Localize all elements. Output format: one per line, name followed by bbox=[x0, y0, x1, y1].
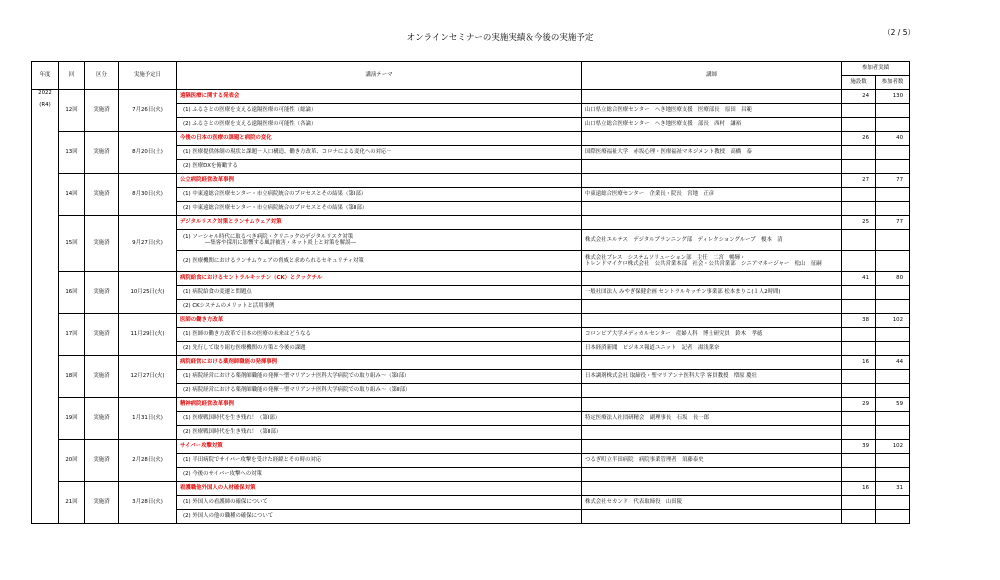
speaker-text: 山口県立総合医療センター へき地医療支援 医療部長 原田 昌範 bbox=[585, 107, 752, 114]
table-row bbox=[32, 132, 910, 146]
speaker bbox=[582, 104, 842, 118]
speaker bbox=[582, 412, 842, 426]
table-row bbox=[32, 216, 910, 230]
session-main-theme: 病院経営における薬剤師職能の発揮事例 bbox=[177, 356, 582, 370]
speaker bbox=[582, 251, 842, 272]
sub-theme-text: (1) 医療戦国時代を生き残れ！（第Ⅰ部） bbox=[183, 415, 281, 422]
speaker-text: つるぎ町立半田病院 病院事業管理者 須藤泰史 bbox=[585, 457, 704, 464]
speaker-cell bbox=[582, 356, 842, 370]
sub-theme bbox=[177, 342, 582, 356]
speaker-text: 一般社団法人 みやぎ保健企画 セントラルキッチン事業部 松本まりこ(１人2時間) bbox=[585, 289, 781, 296]
year-cell bbox=[32, 90, 59, 524]
table-row bbox=[32, 314, 910, 328]
session-date: 10月25日(火) bbox=[119, 272, 177, 314]
sub-theme bbox=[177, 202, 582, 216]
sub-theme bbox=[177, 251, 582, 272]
speaker-text: 特定医療法人社団研精会 副理事長 石坂 長一郎 bbox=[585, 415, 709, 422]
header-participants: 参加者数 bbox=[876, 76, 910, 90]
participants-count-empty bbox=[876, 328, 910, 342]
speaker bbox=[582, 370, 842, 384]
table-body bbox=[32, 90, 910, 524]
facilities-count-empty bbox=[842, 118, 876, 132]
sub-theme-text: (2) 外国人の他の職種の確保について bbox=[183, 513, 274, 520]
sub-theme bbox=[177, 412, 582, 426]
facilities-count-empty bbox=[842, 160, 876, 174]
sub-theme-text: (1) 病院経営における薬剤師職能の発揮～聖マリアンナ医科大学病院での取り組み～（第Ⅰ部） bbox=[183, 373, 410, 380]
session-status: 実施済 bbox=[85, 356, 119, 398]
facilities-count-empty bbox=[842, 104, 876, 118]
speaker bbox=[582, 118, 842, 132]
seminar-table bbox=[31, 61, 910, 524]
participants-count-empty bbox=[876, 202, 910, 216]
session-number: 15回 bbox=[59, 216, 85, 272]
table-row bbox=[32, 482, 910, 496]
header-num: 回 bbox=[59, 62, 85, 90]
sub-theme bbox=[177, 118, 582, 132]
participants-count: 80 bbox=[876, 272, 910, 286]
sub-theme-text: (2) 医療DXを俯瞰する bbox=[183, 163, 238, 170]
session-number: 17回 bbox=[59, 314, 85, 356]
speaker-cell bbox=[582, 482, 842, 496]
speaker bbox=[582, 328, 842, 342]
sub-theme bbox=[177, 496, 582, 510]
speaker bbox=[582, 468, 842, 482]
sub-theme bbox=[177, 286, 582, 300]
sub-theme-text: (2) CKシステムのメリットと活用事例 bbox=[183, 303, 275, 310]
sub-theme bbox=[177, 370, 582, 384]
participants-count-empty bbox=[876, 251, 910, 272]
session-number: 14回 bbox=[59, 174, 85, 216]
facilities-count-empty bbox=[842, 468, 876, 482]
table-row bbox=[32, 90, 910, 104]
participants-count-empty bbox=[876, 300, 910, 314]
facilities-count-empty bbox=[842, 300, 876, 314]
sub-theme-text: ―集客や採用に影響する風評被害・ネット炎上と対策を解説― bbox=[205, 240, 356, 246]
participants-count: 44 bbox=[876, 356, 910, 370]
facilities-count: 25 bbox=[842, 216, 876, 230]
participants-count-empty bbox=[876, 230, 910, 251]
speaker-text: 株式会社ブレス システムソリューション部 主任 二宮 暢輝・ bbox=[585, 254, 746, 261]
session-date: 1月31日(火) bbox=[119, 398, 177, 440]
participants-count: 77 bbox=[876, 216, 910, 230]
facilities-count: 27 bbox=[842, 174, 876, 188]
speaker bbox=[582, 342, 842, 356]
header-year: 年度 bbox=[32, 62, 59, 90]
facilities-count-empty bbox=[842, 412, 876, 426]
session-date: 7月26日(火) bbox=[119, 90, 177, 132]
speaker bbox=[582, 146, 842, 160]
session-number: 19回 bbox=[59, 398, 85, 440]
session-main-theme: サイバー攻撃対策 bbox=[177, 440, 582, 454]
participants-count-empty bbox=[876, 286, 910, 300]
header-theme: 講演テーマ bbox=[177, 62, 582, 90]
facilities-count: 26 bbox=[842, 132, 876, 146]
sub-theme-text: (2) 中東遠総合医療センター・市立病院統合のプロセスとその結果（第Ⅱ部） bbox=[183, 205, 368, 212]
speaker bbox=[582, 188, 842, 202]
page-indicator: （2 / 5） bbox=[883, 28, 915, 37]
facilities-count-empty bbox=[842, 202, 876, 216]
session-status: 実施済 bbox=[85, 272, 119, 314]
facilities-count-empty bbox=[842, 426, 876, 440]
sub-theme-text: (1) 半田病院でサイバー攻撃を受けた経緯とその時の対応 bbox=[183, 457, 322, 464]
facilities-count: 16 bbox=[842, 482, 876, 496]
sub-theme bbox=[177, 160, 582, 174]
sub-theme-text: (1) ソーシャル時代に取るべき病院・クリニックのデジタルリスク対策 bbox=[183, 233, 354, 240]
session-main-theme: 病院給食におけるセントラルキッチン（CK）とクックチル bbox=[177, 272, 582, 286]
sub-theme-text: (2) 先行して取り組む医療機関の方策と今後の課題 bbox=[183, 345, 306, 352]
speaker bbox=[582, 454, 842, 468]
facilities-count: 16 bbox=[842, 356, 876, 370]
speaker-cell bbox=[582, 440, 842, 454]
speaker bbox=[582, 496, 842, 510]
session-number: 12回 bbox=[59, 90, 85, 132]
speaker bbox=[582, 202, 842, 216]
facilities-count-empty bbox=[842, 384, 876, 398]
page-title: オンラインセミナーの実施実績＆今後の実施予定 bbox=[406, 33, 594, 43]
session-number: 18回 bbox=[59, 356, 85, 398]
participants-count-empty bbox=[876, 342, 910, 356]
sub-theme bbox=[177, 328, 582, 342]
header-speaker: 講師 bbox=[582, 62, 842, 90]
participants-count: 31 bbox=[876, 482, 910, 496]
participants-count: 130 bbox=[876, 90, 910, 104]
session-status: 実施済 bbox=[85, 314, 119, 356]
participants-count-empty bbox=[876, 146, 910, 160]
session-status: 実施済 bbox=[85, 216, 119, 272]
sub-theme-text: (2) 病院経営における薬剤師職能の発揮～聖マリアンナ医科大学病院での取り組み～（第Ⅱ部） bbox=[183, 387, 411, 394]
participants-count-empty bbox=[876, 188, 910, 202]
session-date: 8月30日(火) bbox=[119, 174, 177, 216]
participants-count-empty bbox=[876, 468, 910, 482]
speaker bbox=[582, 510, 842, 524]
speaker-text: 中東遠総合医療センター 企業長・院長 宮地 正彦 bbox=[585, 191, 715, 198]
sub-theme-text: (2) ふるさとの医療を支える遠隔医療の可能性（各論） bbox=[183, 121, 317, 128]
speaker-text: 株式会社セカンド 代表取締役 山田陵 bbox=[585, 499, 683, 506]
speaker bbox=[582, 384, 842, 398]
header-date: 実施予定日 bbox=[119, 62, 177, 90]
sub-theme-text: (2) 医療機関におけるランサムウェアの脅威と求められるセキュリティ対策 bbox=[183, 257, 364, 264]
speaker-cell bbox=[582, 272, 842, 286]
participants-count-empty bbox=[876, 426, 910, 440]
table-row bbox=[32, 272, 910, 286]
participants-count: 77 bbox=[876, 174, 910, 188]
participants-count-empty bbox=[876, 370, 910, 384]
participants-count: 40 bbox=[876, 132, 910, 146]
session-number: 16回 bbox=[59, 272, 85, 314]
table-row bbox=[32, 398, 910, 412]
speaker-text: コロンビア大学メディカルセンター 産婦人科 博士研究員 鈴木 孝徳 bbox=[585, 331, 763, 338]
speaker-cell bbox=[582, 216, 842, 230]
header-facilities: 施設数 bbox=[842, 76, 876, 90]
sub-theme-text: (1) 医師の働き方改革で日本の医療の未来はどうなる bbox=[183, 331, 311, 338]
speaker-text: 国際医療福祉大学 赤坂心理・医療福祉マネジメント教授 高橋 泰 bbox=[585, 149, 752, 156]
session-main-theme: 医師の働き方改革 bbox=[177, 314, 582, 328]
facilities-count: 38 bbox=[842, 314, 876, 328]
session-date: 12月27日(火) bbox=[119, 356, 177, 398]
session-main-theme: 公立病院経営改革事例 bbox=[177, 174, 582, 188]
header-actual: 参加者実績 bbox=[842, 62, 910, 76]
speaker bbox=[582, 300, 842, 314]
facilities-count: 29 bbox=[842, 398, 876, 412]
facilities-count-empty bbox=[842, 146, 876, 160]
sub-theme bbox=[177, 510, 582, 524]
session-number: 21回 bbox=[59, 482, 85, 524]
table-row bbox=[32, 356, 910, 370]
speaker-text: トレンドマイクロ株式会社 公共営業本部 社会・公共営業部 シニアマネージャー 松山 征嗣 bbox=[585, 261, 822, 267]
session-date: 3月28日(火) bbox=[119, 482, 177, 524]
facilities-count-empty bbox=[842, 370, 876, 384]
sub-theme-text: (1) ふるさとの医療を支える遠隔医療の可能性（総論） bbox=[183, 107, 317, 114]
participants-count-empty bbox=[876, 496, 910, 510]
facilities-count-empty bbox=[842, 342, 876, 356]
sub-theme-text: (1) 中東遠総合医療センター・市立病院統合のプロセスとその結果（第Ⅰ部） bbox=[183, 191, 367, 198]
speaker-text: 山口県立総合医療センター へき地医療支援 部長 西村 謙裕 bbox=[585, 121, 742, 128]
session-status: 実施済 bbox=[85, 90, 119, 132]
sub-theme-text: (2) 医療戦国時代を生き残れ！（第Ⅱ部） bbox=[183, 429, 282, 436]
sub-theme bbox=[177, 468, 582, 482]
participants-count-empty bbox=[876, 454, 910, 468]
facilities-count-empty bbox=[842, 510, 876, 524]
sub-theme-text: (1) 医療提供体制の現状と課題－人口構造、働き方改革、コロナによる変化への対応－ bbox=[183, 149, 392, 156]
sub-theme bbox=[177, 146, 582, 160]
year-value: 2022 bbox=[38, 90, 52, 96]
speaker bbox=[582, 230, 842, 251]
sub-theme bbox=[177, 426, 582, 440]
participants-count: 59 bbox=[876, 398, 910, 412]
speaker bbox=[582, 160, 842, 174]
session-status: 実施済 bbox=[85, 132, 119, 174]
session-date: 9月27日(火) bbox=[119, 216, 177, 272]
sub-theme-text: (2) 今後のサイバー攻撃への対策 bbox=[183, 471, 262, 478]
session-main-theme: デジタルリスク対策とランサムウェア対策 bbox=[177, 216, 582, 230]
facilities-count: 41 bbox=[842, 272, 876, 286]
participants-count-empty bbox=[876, 384, 910, 398]
session-status: 実施済 bbox=[85, 174, 119, 216]
speaker bbox=[582, 426, 842, 440]
header-kubun: 区分 bbox=[85, 62, 119, 90]
session-date: 2月28日(火) bbox=[119, 440, 177, 482]
facilities-count-empty bbox=[842, 251, 876, 272]
facilities-count-empty bbox=[842, 188, 876, 202]
facilities-count-empty bbox=[842, 230, 876, 251]
session-date: 8月20日(土) bbox=[119, 132, 177, 174]
speaker-cell bbox=[582, 132, 842, 146]
facilities-count-empty bbox=[842, 454, 876, 468]
facilities-count-empty bbox=[842, 328, 876, 342]
speaker-cell bbox=[582, 398, 842, 412]
facilities-count: 24 bbox=[842, 90, 876, 104]
table-row bbox=[32, 440, 910, 454]
facilities-count-empty bbox=[842, 496, 876, 510]
sub-theme-text: (1) 外国人の看護師の確保について bbox=[183, 499, 268, 506]
session-main-theme: 精神病院経営改革事例 bbox=[177, 398, 582, 412]
speaker-text: 株式会社エルテス デジタルプランニング部 ディレクショングループ 榎本 清 bbox=[585, 236, 783, 243]
sub-theme bbox=[177, 300, 582, 314]
participants-count-empty bbox=[876, 104, 910, 118]
session-date: 11月29日(火) bbox=[119, 314, 177, 356]
speaker-text: 日本経済新聞 ビジネス報道ユニット 記者 湯浅業奈 bbox=[585, 345, 720, 352]
session-number: 20回 bbox=[59, 440, 85, 482]
participants-count-empty bbox=[876, 510, 910, 524]
speaker-cell bbox=[582, 90, 842, 104]
speaker-cell bbox=[582, 174, 842, 188]
speaker-cell bbox=[582, 314, 842, 328]
session-status: 実施済 bbox=[85, 440, 119, 482]
sub-theme bbox=[177, 104, 582, 118]
facilities-count: 39 bbox=[842, 440, 876, 454]
participants-count: 102 bbox=[876, 440, 910, 454]
participants-count-empty bbox=[876, 118, 910, 132]
session-main-theme: 看護職他外国人の人材確保対策 bbox=[177, 482, 582, 496]
participants-count-empty bbox=[876, 160, 910, 174]
session-status: 実施済 bbox=[85, 398, 119, 440]
year-era: (R4) bbox=[39, 102, 51, 109]
participants-count: 102 bbox=[876, 314, 910, 328]
sub-theme bbox=[177, 230, 582, 251]
sub-theme bbox=[177, 188, 582, 202]
sub-theme-text: (1) 病院給食の変遷と問題点 bbox=[183, 289, 252, 296]
speaker-text: 日本調剤株式会社 取締役・聖マリアンナ医科大学 客員教授 増原 慶壮 bbox=[585, 373, 758, 380]
session-main-theme: 遠隔医療に関する発表会 bbox=[177, 90, 582, 104]
session-number: 13回 bbox=[59, 132, 85, 174]
sub-theme bbox=[177, 454, 582, 468]
facilities-count-empty bbox=[842, 286, 876, 300]
sub-theme bbox=[177, 384, 582, 398]
table-row bbox=[32, 174, 910, 188]
session-status: 実施済 bbox=[85, 482, 119, 524]
speaker bbox=[582, 286, 842, 300]
session-main-theme: 今後の日本の医療の課題と病院の変化 bbox=[177, 132, 582, 146]
participants-count-empty bbox=[876, 412, 910, 426]
